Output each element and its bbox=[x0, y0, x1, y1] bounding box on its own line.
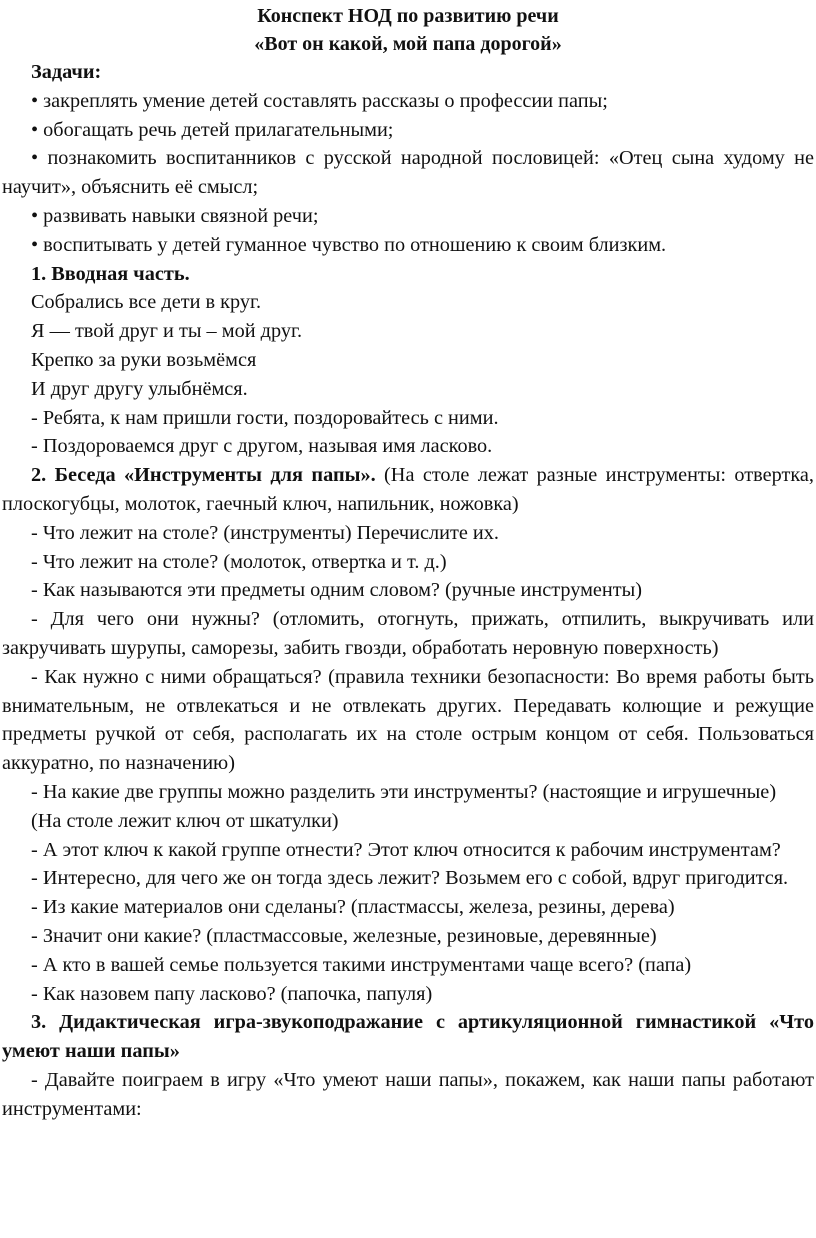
section2-line: - Из какие материалов они сделаны? (пластмассы, железа, резины, дерева) bbox=[31, 896, 675, 919]
task-item: • воспитывать у детей гуманное чувство по отношению к своим близким. bbox=[31, 233, 667, 256]
section2-line: - А кто в вашей семье пользуется такими инструментами чаще всего? (папа) bbox=[31, 953, 692, 976]
section2-line: - Значит они какие? (пластмассовые, железные, резиновые, деревянные) bbox=[31, 924, 657, 947]
section1-heading bbox=[2, 260, 814, 289]
section3-line: - Давайте поиграем в игру «Что умеют наши папы», покажем, как наши папы работают инструментами: bbox=[2, 1068, 814, 1120]
title-block bbox=[2, 0, 814, 58]
section2-line: (На столе лежит ключ от шкатулки) bbox=[31, 809, 339, 832]
section1-line: - Поздороваемся друг с другом, называя имя ласково. bbox=[31, 435, 493, 458]
section2-line: - Что лежит на столе? (инструменты) Перечислите их. bbox=[31, 521, 499, 544]
document-title-line2: «Вот он какой, мой папа дорогой» bbox=[254, 33, 562, 55]
task-item: • развивать навыки связной речи; bbox=[31, 204, 319, 227]
section1-line: Я — твой друг и ты – мой друг. bbox=[31, 320, 303, 343]
task-item: • закреплять умение детей составлять рассказы о профессии папы; bbox=[31, 89, 608, 112]
section2-intro: (На столе лежат разные инструменты: отвертка, плоскогубцы, молоток, гаечный ключ, напильник, ножовка) bbox=[2, 464, 814, 515]
section2-line: - Как назовем папу ласково? (папочка, папуля) bbox=[31, 982, 433, 1005]
section1-line: Крепко за руки возьмёмся bbox=[31, 348, 257, 371]
section1-line: Собрались все дети в круг. bbox=[31, 291, 262, 314]
section2-line: - А этот ключ к какой группе отнести? Этот ключ относится к рабочим инструментам? bbox=[31, 838, 781, 861]
section2-line: - На какие две группы можно разделить эти инструменты? (настоящие и игрушечные) bbox=[31, 780, 777, 803]
section2-intro-paragraph bbox=[2, 461, 814, 519]
task-item: • познакомить воспитанников с русской народной пословицей: «Отец сына худому не научит», объяснить её смысл; bbox=[2, 147, 814, 199]
section1-line: И друг другу улыбнёмся. bbox=[31, 377, 248, 400]
tasks-heading-text: Задачи: bbox=[31, 61, 102, 83]
section1-line: - Ребята, к нам пришли гости, поздоровайтесь с ними. bbox=[31, 406, 499, 429]
section2-line: - Как нужно с ними обращаться? (правила техники безопасности: Во время работы быть внимательным, не отвлекаться и не отвлекать других. Передавать колющие и режущие предметы ручкой от себя, располагать их на столе острым концом от себя. Пользоваться аккуратно, по назначению) bbox=[2, 665, 814, 775]
tasks-heading bbox=[2, 58, 814, 87]
section3-heading-paragraph bbox=[2, 1008, 814, 1066]
section2-line: - Интересно, для чего же он тогда здесь лежит? Возьмем его с собой, вдруг пригодится. bbox=[31, 867, 789, 890]
section2-heading: 2. Беседа «Инструменты для папы». bbox=[31, 464, 376, 487]
section2-line: - Что лежит на столе? (молоток, отвертка и т. д.) bbox=[31, 550, 447, 573]
section3-heading: 3. Дидактическая игра-звукоподражание с артикуляционной гимнастикой «Что умеют наши папы» bbox=[2, 1011, 814, 1063]
section1-heading-text: 1. Вводная часть. bbox=[31, 262, 190, 285]
document-title-line1: Конспект НОД по развитию речи bbox=[257, 5, 559, 27]
task-item: • обогащать речь детей прилагательными; bbox=[31, 118, 394, 141]
section2-line: - Как называются эти предметы одним словом? (ручные инструменты) bbox=[31, 579, 643, 602]
section2-line: - Для чего они нужны? (отломить, отогнуть, прижать, отпилить, выкручивать или закручивать шурупы, саморезы, забить гвозди, обработать неровную поверхность) bbox=[2, 608, 814, 659]
